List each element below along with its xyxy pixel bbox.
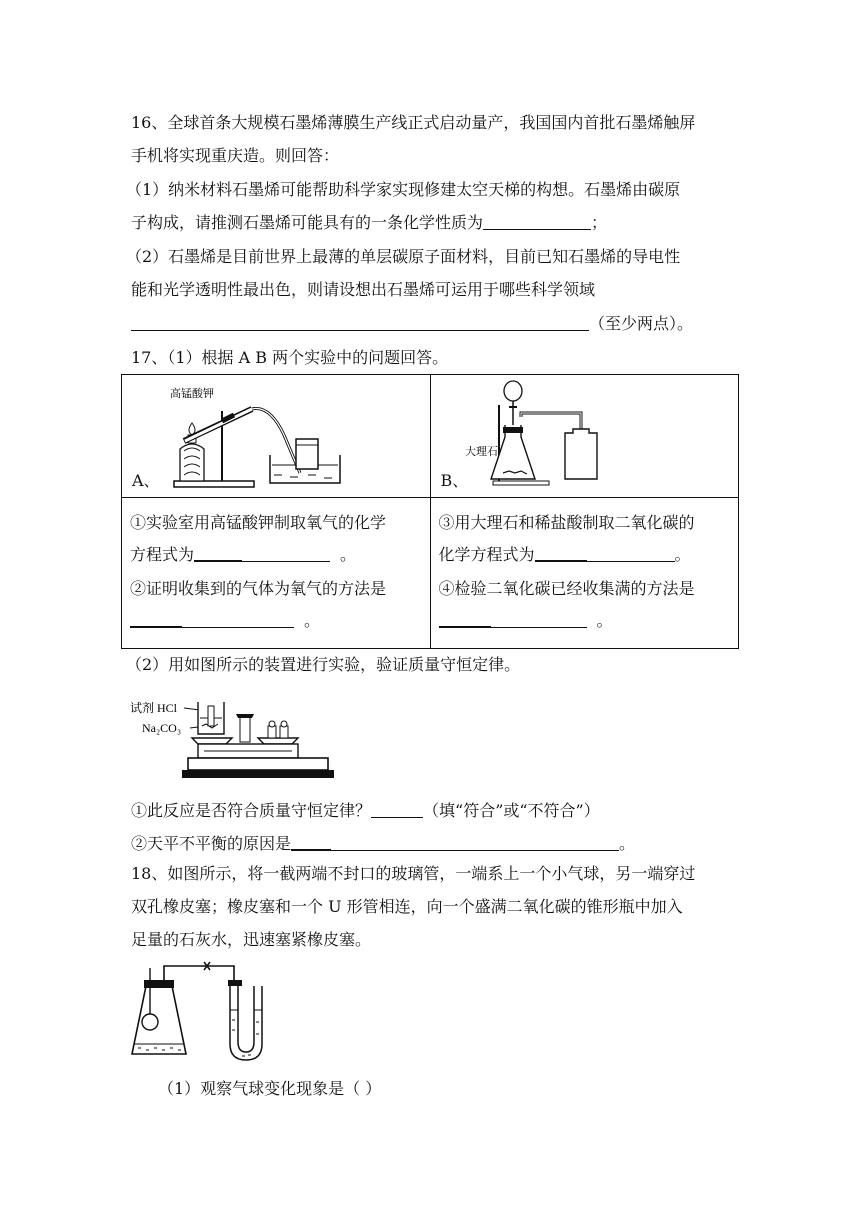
cell-experiment-a	[122, 375, 431, 498]
balloon-u-tube-illustration	[128, 960, 288, 1066]
q17-part2-q1	[131, 800, 600, 822]
q17-part2-q2-text: ②天平不平衡的原因是	[131, 834, 292, 853]
a-q1-text: 方程式为	[130, 545, 195, 564]
b-q3-line2	[439, 544, 691, 566]
q17-part2-q2-end: 。	[619, 834, 636, 853]
b-q4-line1: ④检验二氧化碳已经收集满的方法是	[438, 579, 695, 598]
balance-scale-illustration	[128, 696, 358, 784]
a-q2-line1: ②证明收集到的气体为氧气的方法是	[130, 579, 387, 598]
reagent-hcl-label: 试剂 HCl	[130, 701, 178, 715]
q17-part2-q2-blank-part2[interactable]	[331, 834, 619, 851]
q16-stem-line1: 16、全球首条大规模石墨烯薄膜生产线正式启动量产，我国国内首批石墨烯触屏	[131, 113, 696, 132]
marble-label: 大理石	[464, 445, 498, 458]
q17-part2-q1-hint: （填“符合”或“不符合”）	[423, 801, 600, 820]
q16-part2-blank[interactable]	[131, 314, 589, 331]
q17-title: 17、（1）根据 A B 两个实验中的问题回答。	[131, 348, 449, 367]
q16-part1-text: 子构成，请推测石墨烯可能具有的一条化学性质为	[131, 213, 484, 232]
experiment-b-label: B、	[440, 471, 469, 490]
reagent-na2co3-label: Na₂CO₃	[142, 721, 182, 735]
q18-part1: （1）观察气球变化现象是（ ）	[158, 1079, 382, 1098]
q17-part2-q2	[131, 833, 635, 855]
a-q2-end: 。	[304, 611, 321, 630]
q16-part2-line1: （2）石墨烯是目前世界上最薄的单层碳原子面材料，目前已知石墨烯的导电性	[126, 247, 681, 266]
a-q2-blank-part1[interactable]	[130, 610, 182, 628]
b-q3-blank-part1[interactable]	[535, 544, 587, 562]
a-q1-end: 。	[340, 545, 357, 564]
q17-part2-q2-blank-part1[interactable]	[291, 833, 331, 851]
a-q2-blank-part2[interactable]	[182, 611, 294, 628]
q16-part2-line3	[131, 313, 693, 335]
cell-experiment-a-questions	[122, 498, 431, 649]
a-q1-line2	[130, 544, 356, 566]
b-q4-end: 。	[596, 611, 613, 630]
cell-experiment-b-questions	[430, 498, 739, 649]
b-q3-text: 化学方程式为	[438, 545, 535, 564]
q16-stem-line2: 手机将实现重庆造。则回答：	[131, 146, 340, 165]
b-q3-end: 。	[674, 545, 691, 564]
experiment-a-label: A、	[132, 471, 160, 490]
potassium-permanganate-apparatus-illustration	[122, 375, 431, 497]
potassium-permanganate-label: 高锰酸钾	[170, 387, 214, 400]
q16-part2-line2: 能和光学透明性最出色，则请设想出石墨烯可运用于哪些科学领域	[131, 280, 596, 299]
cell-experiment-b	[430, 375, 739, 498]
b-q4-blank-part1[interactable]	[439, 610, 491, 628]
a-q1-blank-part1[interactable]	[194, 544, 242, 562]
q18-stem-line3: 足量的石灰水，迅速塞紧橡皮塞。	[131, 930, 372, 949]
q17-experiment-table	[121, 374, 739, 649]
q16-part1-blank[interactable]	[483, 213, 591, 230]
q18-stem-line1: 18、如图所示，将一截两端不封口的玻璃管，一端系上一个小气球，另一端穿过	[131, 864, 696, 883]
q16-part1-line1: （1）纳米材料石墨烯可能帮助科学家实现修建太空天梯的构想。石墨烯由碳原	[126, 180, 681, 199]
b-q3-blank-part2[interactable]	[587, 545, 675, 562]
q18-stem-line2: 双孔橡皮塞；橡皮塞和一个 U 形管相连，向一个盛满二氧化碳的锥形瓶中加入	[131, 897, 683, 916]
b-q4-line2	[439, 610, 613, 632]
q16-part1-end: ；	[591, 213, 608, 232]
carbon-dioxide-apparatus-illustration	[431, 375, 740, 497]
q16-part2-end: （至少两点）。	[589, 314, 694, 333]
a-q1-line1: ①实验室用高锰酸钾制取氧气的化学	[130, 513, 387, 532]
q17-part2-q1-text: ①此反应是否符合质量守恒定律？	[131, 801, 372, 820]
a-q2-line2	[130, 610, 320, 632]
q17-part2-q1-blank[interactable]	[371, 801, 423, 818]
b-q3-line1: ③用大理石和稀盐酸制取二氧化碳的	[438, 513, 695, 532]
q16-part1-line2	[131, 212, 607, 234]
q17-part2-title: （2）用如图所示的装置进行实验，验证质量守恒定律。	[126, 655, 521, 674]
a-q1-blank-part2[interactable]	[242, 545, 330, 562]
b-q4-blank-part2[interactable]	[491, 611, 587, 628]
